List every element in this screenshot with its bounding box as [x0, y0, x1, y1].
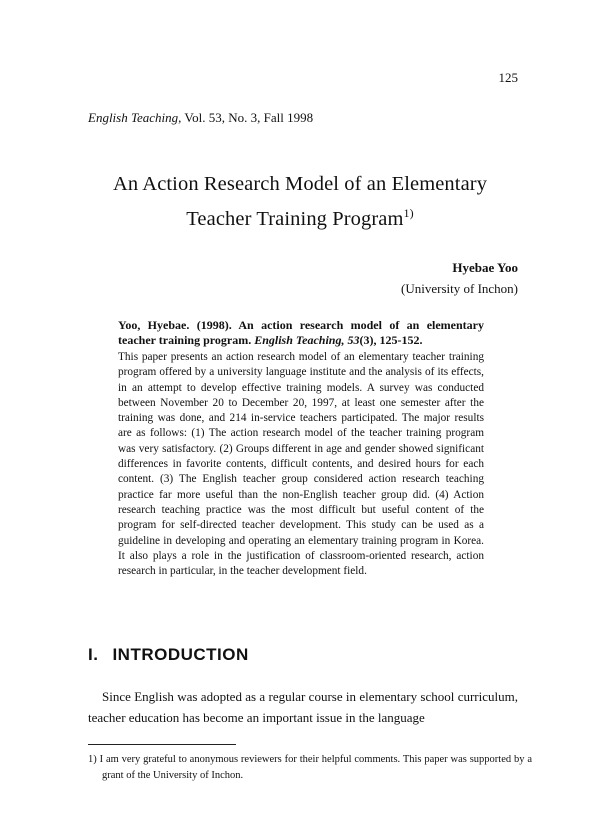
- abstract-body: This paper presents an action research model of an elementary teacher training program offered by a university language institute and the analysis of its effects, in an attempt to develop effective training models. A survey was conducted between November 20 to December 20, 1997, at least one semester after the training was done, and 214 in-service teachers participated. The major results are as follows: (1) The action research model of the teacher training program was very satisfactory. (2) Groups different in age and gender showed significant differences in favorite contents, difficult contents, and desired hours for each content. (3) The English teacher group considered action research teaching practice far more useful than the non-English teacher group did. (4) Action research teaching practice was the most difficult but useful content of the program for self-directed teacher development. This study can be used as a guideline in developing and operating an elementary training program in Korea. It also plays a role in the justification of classroom-oriented research, action research in particular, in the teacher development field.: [118, 351, 484, 578]
- journal-name: English Teaching: [88, 110, 179, 125]
- abstract-citation: [118, 318, 484, 348]
- journal-header: [88, 110, 313, 126]
- citation-text: Yoo, Hyebae. (1998). An action research model of an elementary teacher training program.: [118, 318, 484, 347]
- section-heading: [88, 645, 249, 665]
- section-title: INTRODUCTION: [112, 645, 249, 664]
- section-number: I.: [88, 645, 99, 664]
- footnote: 1) I am very grateful to anonymous reviewers for their helpful comments. This paper was supported by a grant of the University of Inchon.: [88, 754, 532, 781]
- citation-issue-pages: (3), 125-152.: [359, 333, 423, 347]
- journal-details: , Vol. 53, No. 3, Fall 1998: [178, 110, 314, 125]
- title-line-1: An Action Research Model of an Elementary: [112, 173, 488, 195]
- author-name: Hyebae Yoo: [452, 260, 518, 275]
- title-line-2: [0, 199, 600, 234]
- abstract: [118, 318, 484, 579]
- author-affiliation: (University of Inchon): [401, 281, 518, 296]
- title-footnote-mark: 1): [403, 206, 414, 220]
- paper-title: [0, 170, 600, 234]
- citation-journal: English Teaching, 53: [254, 333, 360, 347]
- intro-paragraph: Since English was adopted as a regular course in elementary school curriculum, teacher education has become an important issue in the language: [88, 689, 518, 725]
- page-number: 125: [498, 70, 518, 85]
- title-line-2-text: Teacher Training Program: [186, 208, 404, 230]
- footnote-divider: [88, 744, 236, 745]
